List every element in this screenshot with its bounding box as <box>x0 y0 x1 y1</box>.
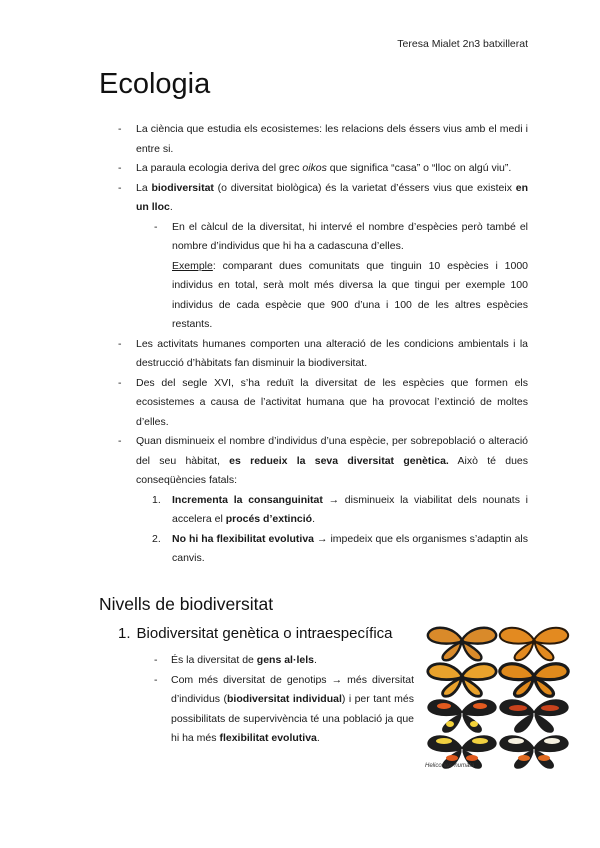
butterfly-1 <box>428 628 496 661</box>
item-number: 1. <box>152 493 161 506</box>
bold-term: procés d’extinció <box>225 513 313 525</box>
list-item-text: Quan disminueix el nombre d’individus d’una espècie, per sobrepoblació o alteració del seu hàbitat, <box>136 435 528 467</box>
bold-term: flexibilitat evolutiva <box>219 732 317 744</box>
dash-bullet: - <box>154 673 158 686</box>
list-item <box>118 179 528 218</box>
example-paragraph <box>118 257 528 335</box>
dash-bullet: - <box>118 376 122 389</box>
sub-list-item <box>118 218 528 257</box>
list-item <box>118 374 528 433</box>
list-item-text: . <box>312 513 315 525</box>
list-item <box>118 120 528 159</box>
list-item-text: Com més diversitat de genotips → més diversitat d’individus ( <box>171 673 414 705</box>
list-item <box>154 671 414 749</box>
subsection-list <box>154 651 414 749</box>
dash-bullet: - <box>118 337 122 350</box>
bold-term: gens al·lels <box>256 654 314 666</box>
list-item <box>118 432 528 491</box>
bold-term: No hi ha flexibilitat evolutiva <box>172 532 314 545</box>
dash-bullet: - <box>118 181 122 194</box>
list-item-text: La paraula ecologia deriva del grec <box>136 162 303 174</box>
bold-term: en un lloc <box>136 181 528 213</box>
bold-term: biodiversitat <box>151 181 214 194</box>
item-number: 2. <box>152 532 161 545</box>
list-item-text: → disminueix la viabilitat dels nounats i accelera el <box>172 493 528 525</box>
figure-caption: Heliconius numata <box>425 763 475 769</box>
section-heading: Nivells de biodiversitat <box>99 594 274 614</box>
list-item-text: En el càlcul de la diversitat, hi intervé el nombre d’espècies però també el nombre d’individus que hi ha a cadascuna d’elles. <box>172 220 528 252</box>
list-item-text: La <box>136 181 152 194</box>
subsection-number: 1. <box>118 625 131 642</box>
list-item-text: . <box>169 201 173 213</box>
list-item-text: Les activitats humanes comporten una alteració de les condicions ambientals i la destrucció d’hàbitats fan disminuir la biodiversitat. <box>136 337 528 369</box>
butterfly-3 <box>428 664 496 697</box>
list-item-text: → impedeix que els organismes s’adaptin als canvis. <box>172 532 528 564</box>
butterfly-6 <box>500 700 568 733</box>
list-item-text: . <box>314 654 317 666</box>
bold-term: Incrementa la consanguinitat <box>172 493 323 506</box>
bold-term: biodiversitat individual <box>226 693 342 705</box>
subsection-title: Biodiversitat genètica o intraespecífica <box>136 625 393 642</box>
list-item-text: Des del segle XVI, s’ha reduït la diversitat de les espècies que formen els ecosistemes a causa de l’activitat humana que ha provocat l’extinció de moltes d’elles. <box>136 376 528 428</box>
list-item <box>118 335 528 374</box>
list-item-text: ) i per tant més possibilitats de supervivència té una població ja que hi ha més <box>171 693 415 744</box>
dash-bullet: - <box>154 654 158 666</box>
list-item <box>154 651 414 671</box>
list-item-text: La ciència que estudia els ecosistemes: les relacions dels éssers vius amb el medi i entre si. <box>136 123 528 155</box>
numbered-item <box>118 491 528 530</box>
subsection-heading <box>118 625 393 642</box>
page-header-author: Teresa Mialet 2n3 batxillerat <box>397 38 528 50</box>
dash-bullet: - <box>118 435 122 447</box>
butterflies-figure <box>424 620 574 772</box>
page-title: Ecologia <box>99 68 211 100</box>
butterfly-4 <box>500 664 568 697</box>
list-item-text: Això té dues conseqüències fatals: <box>136 454 529 486</box>
dash-bullet: - <box>118 162 122 174</box>
butterfly-6-markings <box>509 705 559 711</box>
numbered-item <box>118 530 528 569</box>
example-label: Exemple <box>172 259 213 272</box>
dash-bullet: - <box>154 220 158 233</box>
list-item-text: que significa “casa” o “lloc on algú viu”. <box>326 162 512 174</box>
dash-bullet: - <box>118 123 122 135</box>
list-item <box>118 159 528 179</box>
bold-term: es redueix la seva diversitat genètica. <box>229 454 449 467</box>
bullet-list <box>118 120 528 569</box>
example-text: : comparant dues comunitats que tinguin 10 espècies i 1000 individus en total, serà molt més diversa la que tingui per exemple 100 individus de cada espècie que 900 d’una i 100 de les altres espècies restants. <box>172 259 528 330</box>
butterfly-2 <box>500 628 568 661</box>
list-item-text: . <box>316 732 320 744</box>
list-item-text: (o diversitat biològica) és la varietat d’éssers vius que existeix <box>213 181 516 194</box>
list-item-text: És la diversitat de <box>171 654 257 666</box>
italic-term: oikos <box>302 162 327 174</box>
